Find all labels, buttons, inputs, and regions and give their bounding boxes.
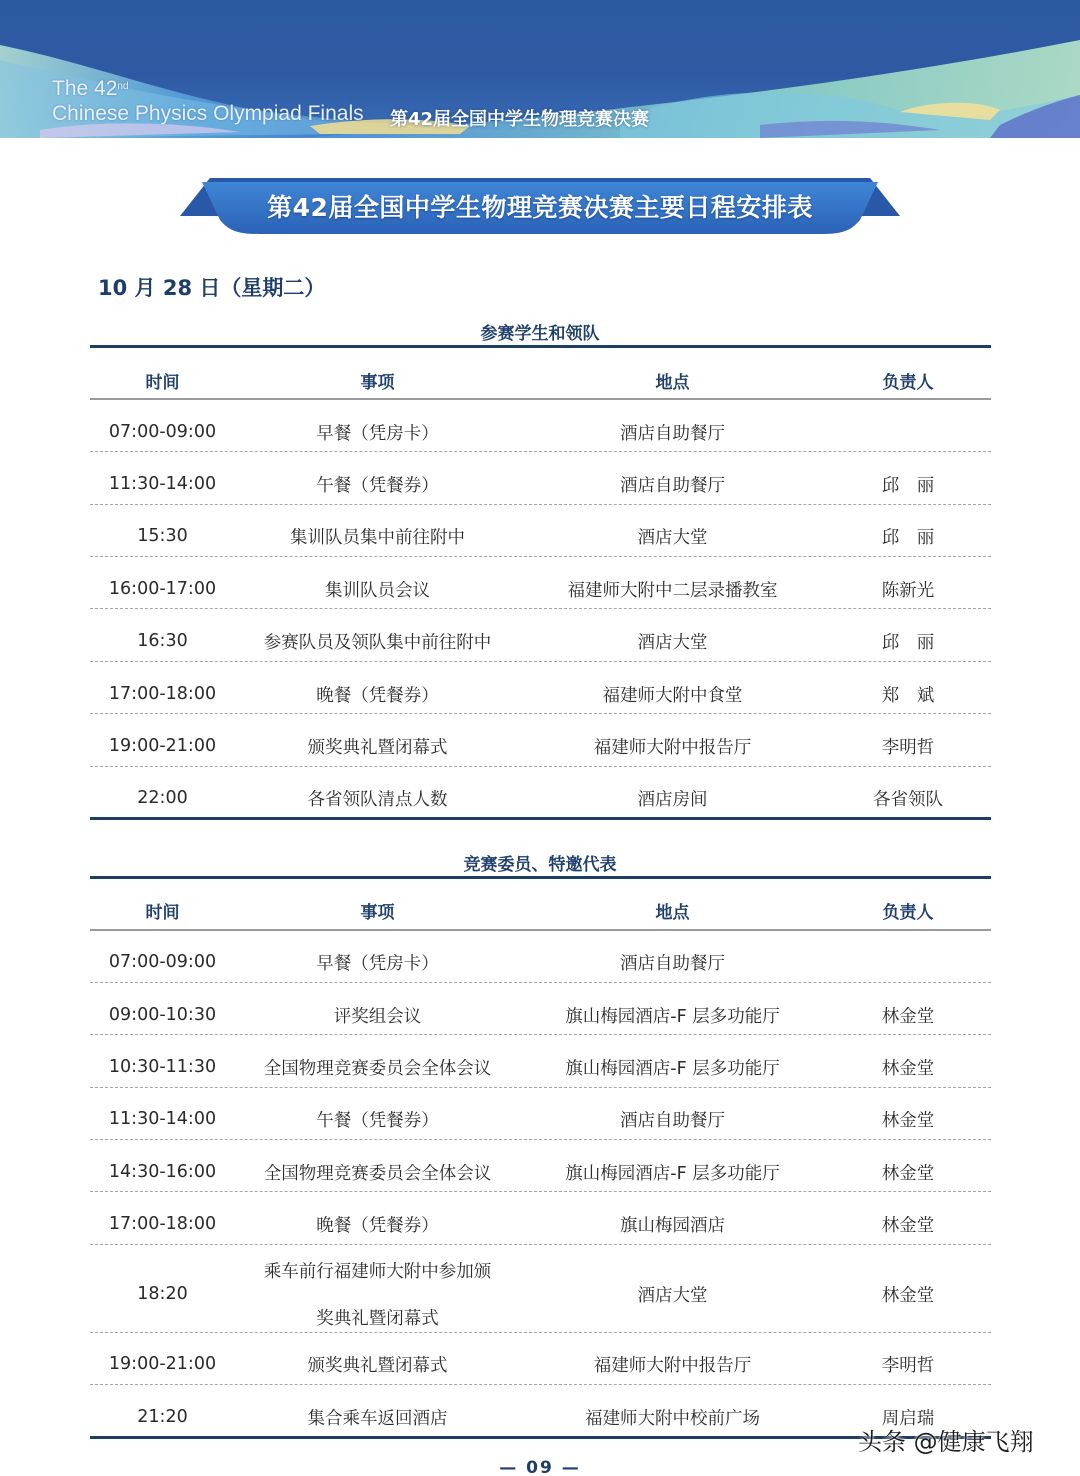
banner-en-line1: The 42 (52, 77, 118, 100)
cell-place: 福建师大附中校前广场 (585, 1408, 760, 1429)
table-row (90, 1210, 991, 1238)
cell-time: 19:00-21:00 (108, 736, 217, 756)
cell-time: 11:30-14:00 (108, 1109, 217, 1129)
cell-owner: 邱 丽 (881, 475, 935, 496)
title-ribbon (180, 176, 900, 236)
page-number: — 09 — (499, 1458, 581, 1476)
divider (90, 398, 991, 400)
watermark: 头条 @健康飞翔 (858, 1428, 1034, 1456)
cell-place: 旗山梅园酒店-F 层多功能厅 (565, 1006, 780, 1027)
cell-time: 19:00-21:00 (108, 1354, 217, 1374)
col-header-item: 事项 (360, 902, 395, 923)
divider (90, 876, 991, 879)
cell-place: 酒店自助餐厅 (620, 1110, 725, 1131)
cell-item: 参赛队员及领队集中前往附中 (263, 632, 492, 653)
row-divider (90, 1384, 991, 1385)
cell-item: 颁奖典礼暨闭幕式 (307, 737, 448, 758)
cell-time: 09:00-10:30 (108, 1005, 217, 1025)
row-divider (90, 451, 991, 452)
cell-place: 酒店房间 (637, 789, 708, 810)
col-header-time: 时间 (145, 902, 180, 923)
row-divider (90, 1244, 991, 1245)
cell-time: 16:00-17:00 (108, 579, 217, 599)
cell-item: 评奖组会议 (333, 1006, 422, 1027)
row-divider (90, 766, 991, 767)
col-header-owner: 负责人 (882, 372, 934, 393)
row-divider (90, 1139, 991, 1140)
cell-time: 15:30 (137, 526, 188, 546)
cell-owner: 邱 丽 (881, 632, 935, 653)
cell-item (235, 1258, 520, 1330)
cell-item: 集训队员集中前往附中 (290, 527, 465, 548)
cell-owner: 邱 丽 (881, 527, 935, 548)
cell-owner: 陈新光 (881, 580, 935, 601)
row-divider (90, 504, 991, 505)
cell-owner: 林金堂 (881, 1285, 935, 1306)
table-row (90, 1105, 991, 1133)
cell-place: 酒店大堂 (637, 527, 708, 548)
cell-time: 11:30-14:00 (108, 474, 217, 494)
table-row (90, 1350, 991, 1378)
cell-owner: 林金堂 (881, 1163, 935, 1184)
table-row (90, 1258, 991, 1330)
cell-item: 晚餐（凭餐券） (316, 685, 439, 706)
table-row (90, 470, 991, 498)
table-row (90, 732, 991, 760)
cell-item: 集训队员会议 (325, 580, 430, 601)
table-header (90, 885, 991, 935)
cell-place: 旗山梅园酒店 (620, 1215, 725, 1236)
cell-place: 酒店大堂 (637, 1285, 708, 1306)
cell-time: 14:30-16:00 (108, 1162, 217, 1182)
cell-owner: 各省领队 (873, 789, 943, 810)
cell-item: 全国物理竞赛委员会全体会议 (263, 1163, 492, 1184)
divider (90, 1436, 991, 1439)
table-row (90, 627, 991, 655)
row-divider (90, 713, 991, 714)
cell-owner: 林金堂 (881, 1006, 935, 1027)
cell-item: 早餐（凭房卡） (316, 953, 439, 974)
col-header-item: 事项 (360, 372, 395, 393)
table-row (90, 1158, 991, 1186)
row-divider (90, 556, 991, 557)
cell-time: 07:00-09:00 (108, 422, 217, 442)
cell-time: 17:00-18:00 (108, 684, 217, 704)
cell-place: 酒店大堂 (637, 632, 708, 653)
row-divider (90, 1332, 991, 1333)
cell-owner: 林金堂 (881, 1110, 935, 1131)
divider (90, 345, 991, 348)
col-header-time: 时间 (145, 372, 180, 393)
banner-en-line2: Chinese Physics Olympiad Finals (52, 102, 364, 125)
cell-place: 酒店自助餐厅 (620, 475, 725, 496)
cell-item-line1: 乘车前行福建师大附中参加颁 (263, 1262, 492, 1282)
cell-time: 21:20 (137, 1407, 188, 1427)
cell-item-line2: 奖典礼暨闭幕式 (316, 1309, 439, 1329)
row-divider (90, 982, 991, 983)
table-row (90, 1001, 991, 1029)
header-banner (0, 0, 1080, 138)
cell-owner: 周启瑞 (881, 1408, 935, 1429)
table-row (90, 680, 991, 708)
col-header-owner: 负责人 (882, 902, 934, 923)
divider (90, 929, 991, 931)
row-divider (90, 1034, 991, 1035)
table-row (90, 522, 991, 550)
row-divider (90, 1191, 991, 1192)
table-row (90, 948, 991, 976)
cell-time: 10:30-11:30 (108, 1057, 217, 1077)
cell-item: 晚餐（凭餐券） (316, 1215, 439, 1236)
ordinal-suffix: nd (117, 81, 129, 92)
cell-item: 午餐（凭餐券） (316, 475, 439, 496)
cell-place: 酒店自助餐厅 (620, 423, 725, 444)
row-divider (90, 1087, 991, 1088)
cell-owner: 林金堂 (881, 1215, 935, 1236)
cell-place: 福建师大附中二层录播教室 (567, 580, 778, 601)
cell-time: 07:00-09:00 (108, 952, 217, 972)
banner-chinese-title: 第42届全国中学生物理竞赛决赛 (390, 109, 650, 130)
cell-item: 午餐（凭餐券） (316, 1110, 439, 1131)
cell-item: 各省领队清点人数 (307, 789, 448, 810)
col-header-place: 地点 (655, 902, 690, 923)
table-row (90, 418, 991, 446)
cell-place: 旗山梅园酒店-F 层多功能厅 (565, 1163, 780, 1184)
row-divider (90, 608, 991, 609)
table-row (90, 575, 991, 603)
cell-owner: 李明哲 (881, 737, 935, 758)
cell-place: 酒店自助餐厅 (620, 953, 725, 974)
table-row (90, 1053, 991, 1081)
row-divider (90, 661, 991, 662)
cell-time: 18:20 (137, 1284, 188, 1304)
cell-item: 颁奖典礼暨闭幕式 (307, 1355, 448, 1376)
divider (90, 817, 991, 820)
col-header-place: 地点 (655, 372, 690, 393)
section-title-students: 参赛学生和领队 (480, 324, 600, 344)
table-row (90, 1403, 991, 1431)
date-heading: 10 月 28 日（星期二） (98, 276, 326, 300)
table-row (90, 784, 991, 812)
cell-owner: 林金堂 (881, 1058, 935, 1079)
page-title: 第42届全国中学生物理竞赛决赛主要日程安排表 (267, 193, 813, 222)
cell-place: 福建师大附中报告厅 (593, 1355, 752, 1376)
cell-item: 全国物理竞赛委员会全体会议 (263, 1058, 492, 1079)
cell-item: 早餐（凭房卡） (316, 423, 439, 444)
cell-place: 旗山梅园酒店-F 层多功能厅 (565, 1058, 780, 1079)
cell-time: 16:30 (137, 631, 188, 651)
cell-place: 福建师大附中食堂 (602, 685, 743, 706)
cell-place: 福建师大附中报告厅 (593, 737, 752, 758)
cell-time: 22:00 (137, 788, 188, 808)
cell-owner: 李明哲 (881, 1355, 935, 1376)
banner-english-title (52, 76, 364, 126)
section-title-committee: 竞赛委员、特邀代表 (463, 855, 617, 875)
cell-item: 集合乘车返回酒店 (307, 1408, 448, 1429)
cell-owner: 郑 斌 (881, 685, 935, 706)
cell-time: 17:00-18:00 (108, 1214, 217, 1234)
